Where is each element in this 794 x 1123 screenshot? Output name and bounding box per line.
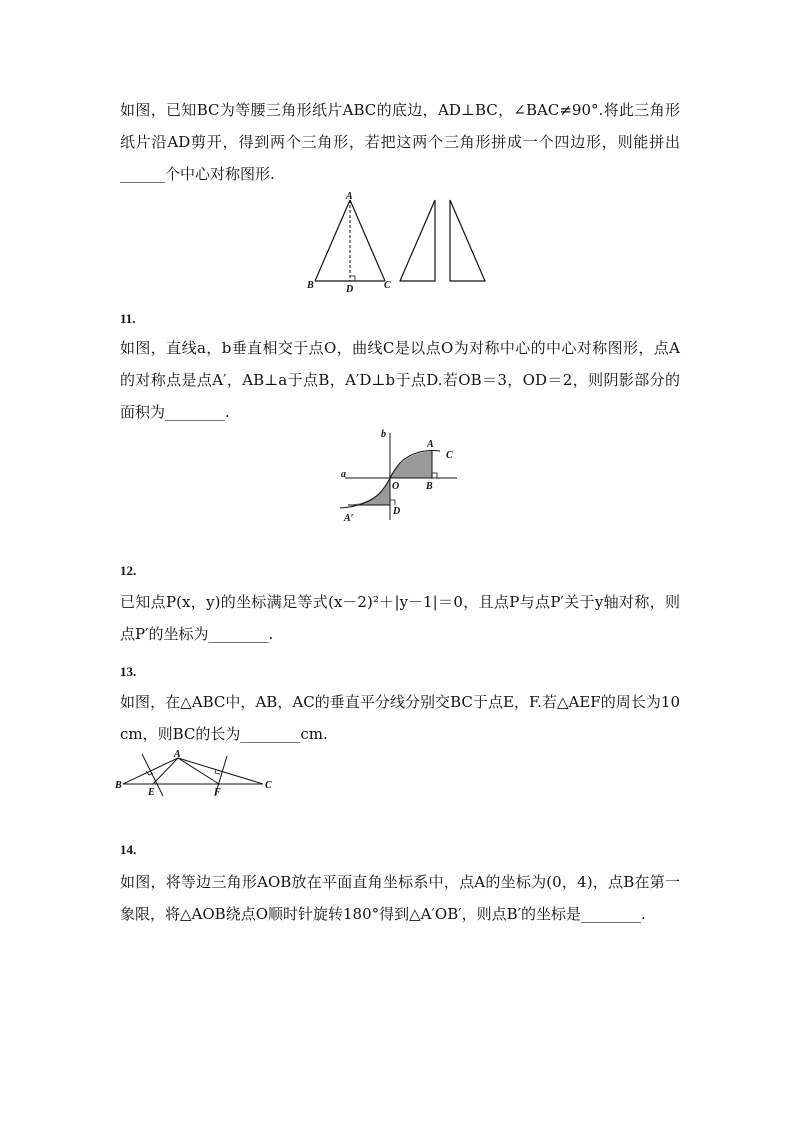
q13-segment-ae — [153, 758, 178, 784]
q11-label-a-point: A — [427, 439, 434, 450]
q10-label-a: A — [346, 191, 353, 202]
q11-number: 11. — [120, 311, 136, 326]
q10-label-c: C — [384, 280, 391, 291]
q14-text: 如图，将等边三角形AOB放在平面直角坐标系中，点A的坐标为(0，4)，点B在第一象限，将△AOB绕点O顺时针旋转180°得到△A′OB′，则点B′的坐标是________. — [120, 873, 680, 923]
q11-text: 如图，直线a，b垂直相交于点O，曲线C是以点O为对称中心的中心对称图形，点A的对称点是点A′，AB⊥a于点B，A′D⊥b于点D.若OB＝3，OD＝2，则阴影部分的面积为________. — [120, 339, 680, 421]
q10-side-ab — [315, 200, 350, 281]
q13-label-c: C — [265, 780, 272, 791]
q11-label-b-point: B — [426, 481, 433, 492]
q13-side-ac — [178, 758, 263, 784]
q13-segment-af — [178, 758, 219, 784]
q13-text: 如图，在△ABC中，AB，AC的垂直平分线分别交BC于点E，F.若△AEF的周长为10 cm，则BC的长为________cm. — [120, 693, 680, 743]
q11-label-b-axis: b — [381, 429, 386, 440]
q11-label-c-curve: C — [446, 450, 453, 461]
q12-number: 12. — [120, 563, 137, 578]
q13-label-a: A — [174, 749, 181, 760]
q11-label-a-prime: A′ — [344, 513, 354, 524]
q11-right-angle-d — [390, 500, 395, 505]
q10-text: 如图，已知BC为等腰三角形纸片ABC的底边，AD⊥BC，∠BAC≠90°.将此三角形纸片沿AD剪开，得到两个三角形，若把这两个三角形拼成一个四边形，则能拼出______个中心对称图形. — [120, 101, 680, 183]
q14-number: 14. — [120, 842, 137, 857]
q13-label-e: E — [148, 787, 155, 798]
q12-text: 已知点P(x，y)的坐标满足等式(x－2)²＋|y－1|＝0，且点P与点P′关于y轴对称，则点P′的坐标为________. — [120, 593, 680, 643]
q11-label-a-axis: a — [341, 469, 346, 480]
q13-figure — [115, 748, 275, 798]
q13-label-f: F — [214, 787, 221, 798]
q11-label-o: O — [392, 481, 400, 492]
q11-right-angle-b — [432, 473, 437, 478]
q13-label-b: B — [115, 780, 122, 791]
q10-label-b: B — [307, 280, 314, 291]
q11-figure — [335, 425, 465, 525]
q11-label-d: D — [393, 506, 401, 517]
q10-figure — [300, 188, 500, 298]
q10-label-d: D — [346, 284, 354, 295]
q10-side-ac — [350, 200, 385, 281]
q13-number: 13. — [120, 664, 137, 679]
q10-triangle-left-piece — [400, 200, 435, 281]
q10-triangle-right-piece — [450, 200, 485, 281]
q10-right-angle-mark — [350, 276, 355, 281]
